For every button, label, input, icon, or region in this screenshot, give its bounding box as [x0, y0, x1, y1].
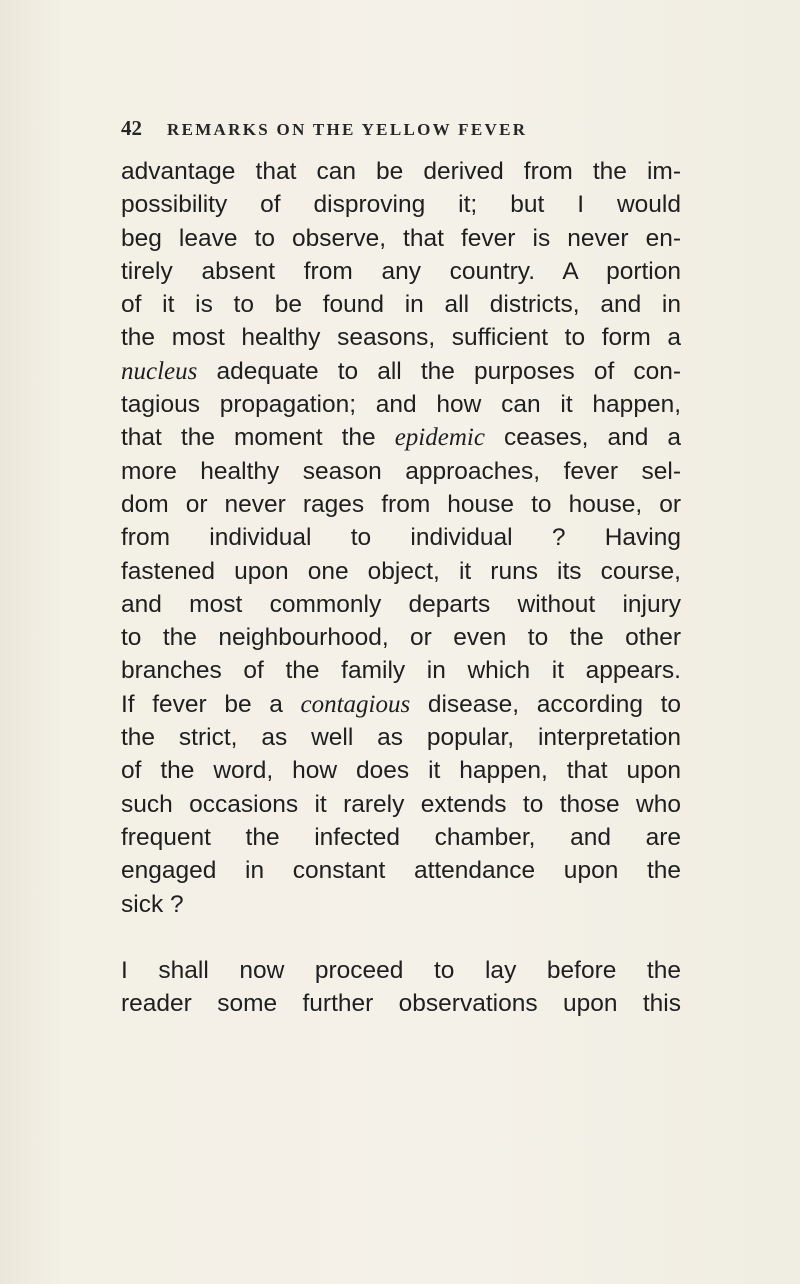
text-segment: and most commonly departs without injury [121, 590, 681, 618]
text-line [121, 821, 681, 854]
text-segment: the strict, as well as popular, interpretation [121, 724, 681, 752]
text-segment: to the neighbourhood, or even to the other [121, 624, 681, 652]
text-segment: If fever be a [121, 690, 301, 718]
text-line [121, 355, 681, 388]
text-line [121, 488, 681, 521]
text-line [121, 854, 681, 887]
page-header [121, 116, 681, 141]
text-line [121, 888, 681, 921]
text-segment: more healthy season approaches, fever sel- [121, 457, 681, 485]
text-segment: tagious propagation; and how can it happen, [121, 391, 681, 419]
text-segment: possibility of disproving it; but I would [121, 191, 681, 219]
text-line: reader some further observations upon this [121, 990, 681, 1018]
text-line [121, 621, 681, 654]
text-segment: frequent the infected chamber, and are [121, 823, 681, 851]
page-number: 42 [121, 116, 142, 140]
text-line [121, 788, 681, 821]
text-segment: advantage that can be derived from the im- [121, 158, 681, 185]
text-segment: such occasions it rarely extends to those who [121, 790, 681, 818]
text-line [121, 521, 681, 554]
text-segment: beg leave to observe, that fever is never en- [121, 224, 681, 252]
italic-term: nucleus [121, 357, 198, 385]
paragraph-gap [121, 921, 681, 954]
text-segment: adequate to all the purposes of con- [197, 357, 681, 385]
text-segment: of the word, how does it happen, that upon [121, 757, 681, 785]
text-line [121, 222, 681, 255]
italic-term: epidemic [394, 424, 485, 452]
text-segment: disease, according to [410, 690, 682, 718]
text-line [121, 754, 681, 787]
text-segment: the most healthy seasons, sufficient to form a [121, 324, 681, 352]
text-line [121, 654, 681, 687]
running-head: REMARKS ON THE YELLOW FEVER [167, 120, 528, 139]
text-segment: tirely absent from any country. A portion [121, 257, 681, 285]
text-line [121, 188, 681, 221]
text-segment: sick ? [121, 890, 184, 918]
text-line [121, 388, 681, 421]
text-line [121, 688, 681, 721]
text-line [121, 555, 681, 588]
text-segment: ceases, and a [484, 424, 682, 452]
text-line [121, 455, 681, 488]
text-segment: dom or never rages from house to house, or [121, 490, 681, 518]
italic-term: contagious [300, 690, 411, 718]
text-segment: branches of the family in which it appears. [121, 657, 681, 685]
text-segment: fastened upon one object, it runs its course, [121, 557, 681, 585]
text-line [121, 155, 681, 188]
text-line [121, 321, 681, 354]
text-segment: of it is to be found in all districts, and in [121, 291, 681, 319]
text-line [121, 255, 681, 288]
body-text [121, 155, 681, 1021]
text-line: I shall now proceed to lay before the [121, 957, 681, 985]
paragraph-1 [121, 155, 681, 921]
text-segment: engaged in constant attendance upon the [121, 857, 681, 885]
text-line [121, 421, 681, 454]
text-line [121, 288, 681, 321]
text-segment: from individual to individual ? Having [121, 524, 681, 552]
text-segment: that the moment the [121, 424, 395, 452]
text-line [121, 721, 681, 754]
text-line [121, 588, 681, 621]
paragraph-2 [121, 954, 681, 1021]
